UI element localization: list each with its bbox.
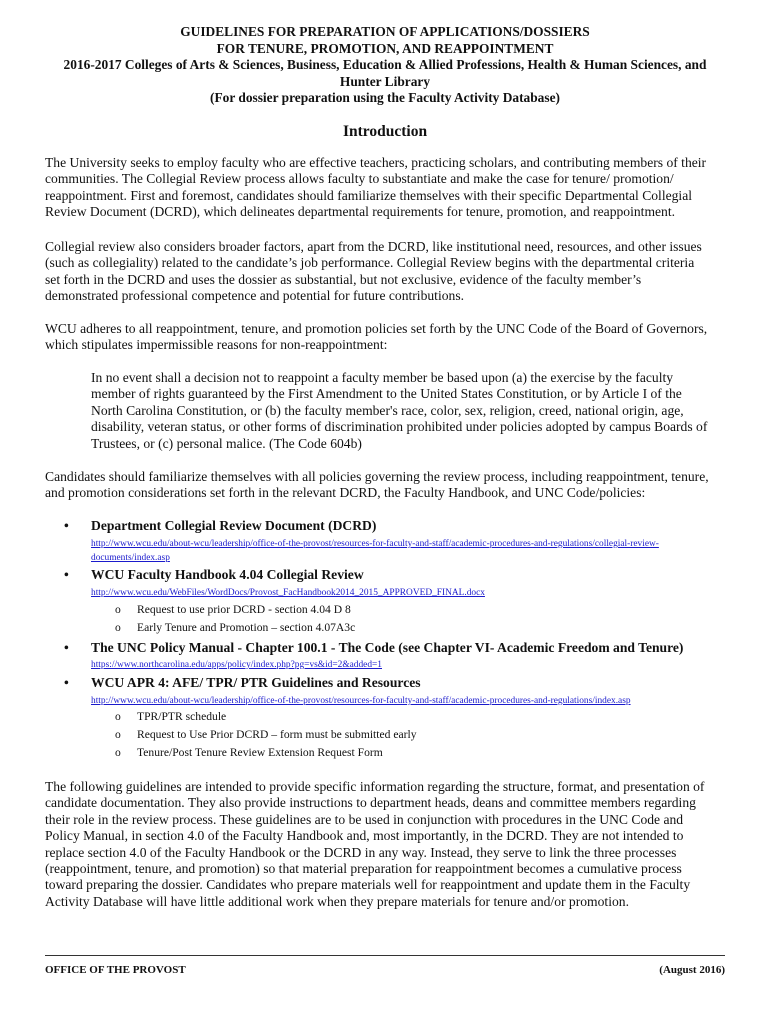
- code-quote: [91, 370, 731, 452]
- paragraph-line: Activity Database will have little additional work when they prepare materials for tenure and/or promotion.: [45, 893, 629, 909]
- intro-paragraph-4: [45, 469, 731, 502]
- paragraph-line: demonstrated professional competence and potential for future contributions.: [45, 288, 465, 304]
- header-line-4: Hunter Library: [339, 73, 431, 89]
- bullet-icon: •: [64, 675, 69, 690]
- unc-policy-link[interactable]: https://www.northcarolina.edu/apps/policy/index.php?pg=vs&id=2&added=1: [91, 660, 382, 670]
- intro-paragraph-1: [45, 155, 731, 221]
- section-title: Introduction: [342, 123, 428, 140]
- bullet-icon: •: [64, 640, 69, 655]
- document-header: [30, 24, 740, 107]
- intro-paragraph-3: [45, 321, 731, 354]
- paragraph-line: toward preparing the dossier. Candidates who prepare materials well for reappointment and update them in the Faculty: [45, 877, 691, 893]
- guidelines-paragraph: [45, 779, 731, 910]
- quote-line: member of rights guaranteed by the First Amendment to the United States Constitution, or by Article I of the: [91, 386, 682, 402]
- paragraph-line: Candidates should familiarize themselves with all policies governing the review process, including reappointment, tenure,: [45, 469, 709, 484]
- paragraph-line: Review Document (DCRD), which delineates departmental requirements for tenure, promotion, and reappointment.: [45, 204, 676, 220]
- paragraph-line: Collegial review also considers broader factors, apart from the DCRD, like institutional need, resources, and other issues: [45, 239, 702, 254]
- sub-list-item: Tenure/Post Tenure Review Extension Request Form: [137, 746, 383, 759]
- sub-bullet-icon: o: [115, 728, 121, 741]
- paragraph-line: and promotion considerations set forth in the relevant DCRD, the Faculty Handbook, and UNC Code/policies:: [45, 485, 646, 501]
- sub-bullet-icon: o: [115, 710, 121, 723]
- bullet-icon: •: [64, 567, 69, 582]
- quote-line: North Carolina Constitution, or (b) the faculty member's race, color, sex, religion, creed, national origin, age,: [91, 402, 684, 418]
- paragraph-line: candidate documentation. They also provide instructions to department heads, deans and committee members regarding: [45, 795, 696, 811]
- quote-line: disability, veteran status, or other forms of discrimination prohibited under policies adopted by campus Boards of: [91, 419, 708, 435]
- sub-bullet-icon: o: [115, 603, 121, 616]
- quote-line: Trustees, or (c) personal malice. (The Code 604b): [91, 435, 362, 451]
- bullet-icon: •: [64, 518, 69, 533]
- sub-list-item: Early Tenure and Promotion – section 4.07A3c: [137, 621, 356, 634]
- sub-list-item: Request to use prior DCRD - section 4.04 D 8: [137, 603, 351, 616]
- paragraph-line: Policy Manual, in section 4.0 of the Faculty Handbook and, most importantly, in the DCRD. They are not intended to: [45, 828, 684, 844]
- paragraph-line: communities. The Collegial Review process allows faculty to substantiate and make the case for tenure/ promotion/: [45, 171, 674, 187]
- footer-divider: [45, 955, 725, 956]
- footer-office: OFFICE OF THE PROVOST: [45, 964, 186, 976]
- sub-bullet-icon: o: [115, 621, 121, 634]
- dcrd-link-continued[interactable]: documents/index.asp: [91, 553, 170, 563]
- paragraph-line: replace section 4.0 of the Faculty Handbook or the DCRD in any way. Instead, they serve to link the three processes: [45, 844, 677, 860]
- paragraph-line: their role in the review process. These guidelines are to be used in conjunction with procedures in the UNC Code and: [45, 811, 684, 827]
- header-line-3: 2016-2017 Colleges of Arts & Sciences, Business, Education & Allied Professions, Health & Human Sciences, and: [63, 57, 707, 73]
- sub-bullet-icon: o: [115, 746, 121, 759]
- header-line-2: FOR TENURE, PROMOTION, AND REAPPOINTMENT: [216, 40, 554, 56]
- paragraph-line: The University seeks to employ faculty who are effective teachers, practicing scholars, and contributing members of their: [45, 155, 707, 170]
- apr4-link[interactable]: http://www.wcu.edu/about-wcu/leadership/office-of-the-provost/resources-for-faculty-and-staff/academic-procedures-and-regulations/index.asp: [91, 696, 631, 706]
- paragraph-line: (reappointment, tenure, and promotion) so that material preparation for reappointment becomes a cumulative process: [45, 861, 682, 877]
- paragraph-line: WCU adheres to all reappointment, tenure, and promotion policies set forth by the UNC Code of the Board of Governors,: [45, 321, 708, 336]
- list-item-heading: WCU Faculty Handbook 4.04 Collegial Review: [91, 567, 364, 582]
- sub-list-item: TPR/PTR schedule: [137, 710, 227, 723]
- list-item-heading: Department Collegial Review Document (DCRD): [91, 518, 377, 533]
- paragraph-line: The following guidelines are intended to provide specific information regarding the structure, format, and presentation of: [45, 779, 705, 794]
- header-line-1: GUIDELINES FOR PREPARATION OF APPLICATIONS/DOSSIERS: [180, 24, 590, 39]
- sub-list-item: Request to Use Prior DCRD – form must be submitted early: [137, 728, 417, 741]
- list-item-heading: The UNC Policy Manual - Chapter 100.1 - The Code (see Chapter VI- Academic Freedom and Tenure): [91, 640, 684, 655]
- header-line-5: (For dossier preparation using the Faculty Activity Database): [209, 90, 560, 106]
- quote-line: In no event shall a decision not to reappoint a faculty member be based upon (a) the exercise by the faculty: [91, 370, 674, 385]
- paragraph-line: (such as collegiality) related to the candidate’s job performance. Collegial Review begins with the departmental criteria: [45, 255, 695, 271]
- list-item-heading: WCU APR 4: AFE/ TPR/ PTR Guidelines and Resources: [91, 675, 421, 690]
- intro-paragraph-2: [45, 239, 731, 305]
- dcrd-link[interactable]: http://www.wcu.edu/about-wcu/leadership/office-of-the-provost/resources-for-faculty-and-staff/academic-procedures-and-regulations/collegial-review-: [91, 539, 659, 549]
- paragraph-line: reappointment. First and foremost, candidates should familiarize themselves with their specific Departmental Collegial: [45, 187, 693, 203]
- footer-date: (August 2016): [659, 964, 725, 976]
- paragraph-line: which stipulates impermissible reasons for non-reappointment:: [45, 337, 388, 353]
- faculty-handbook-link[interactable]: http://www.wcu.edu/WebFiles/WordDocs/Provost_FacHandbook2014_2015_APPROVED_FINAL.docx: [91, 588, 485, 598]
- paragraph-line: set forth in the DCRD and uses the dossier as substantial, but not exclusive, evidence of the faculty member’s: [45, 271, 642, 287]
